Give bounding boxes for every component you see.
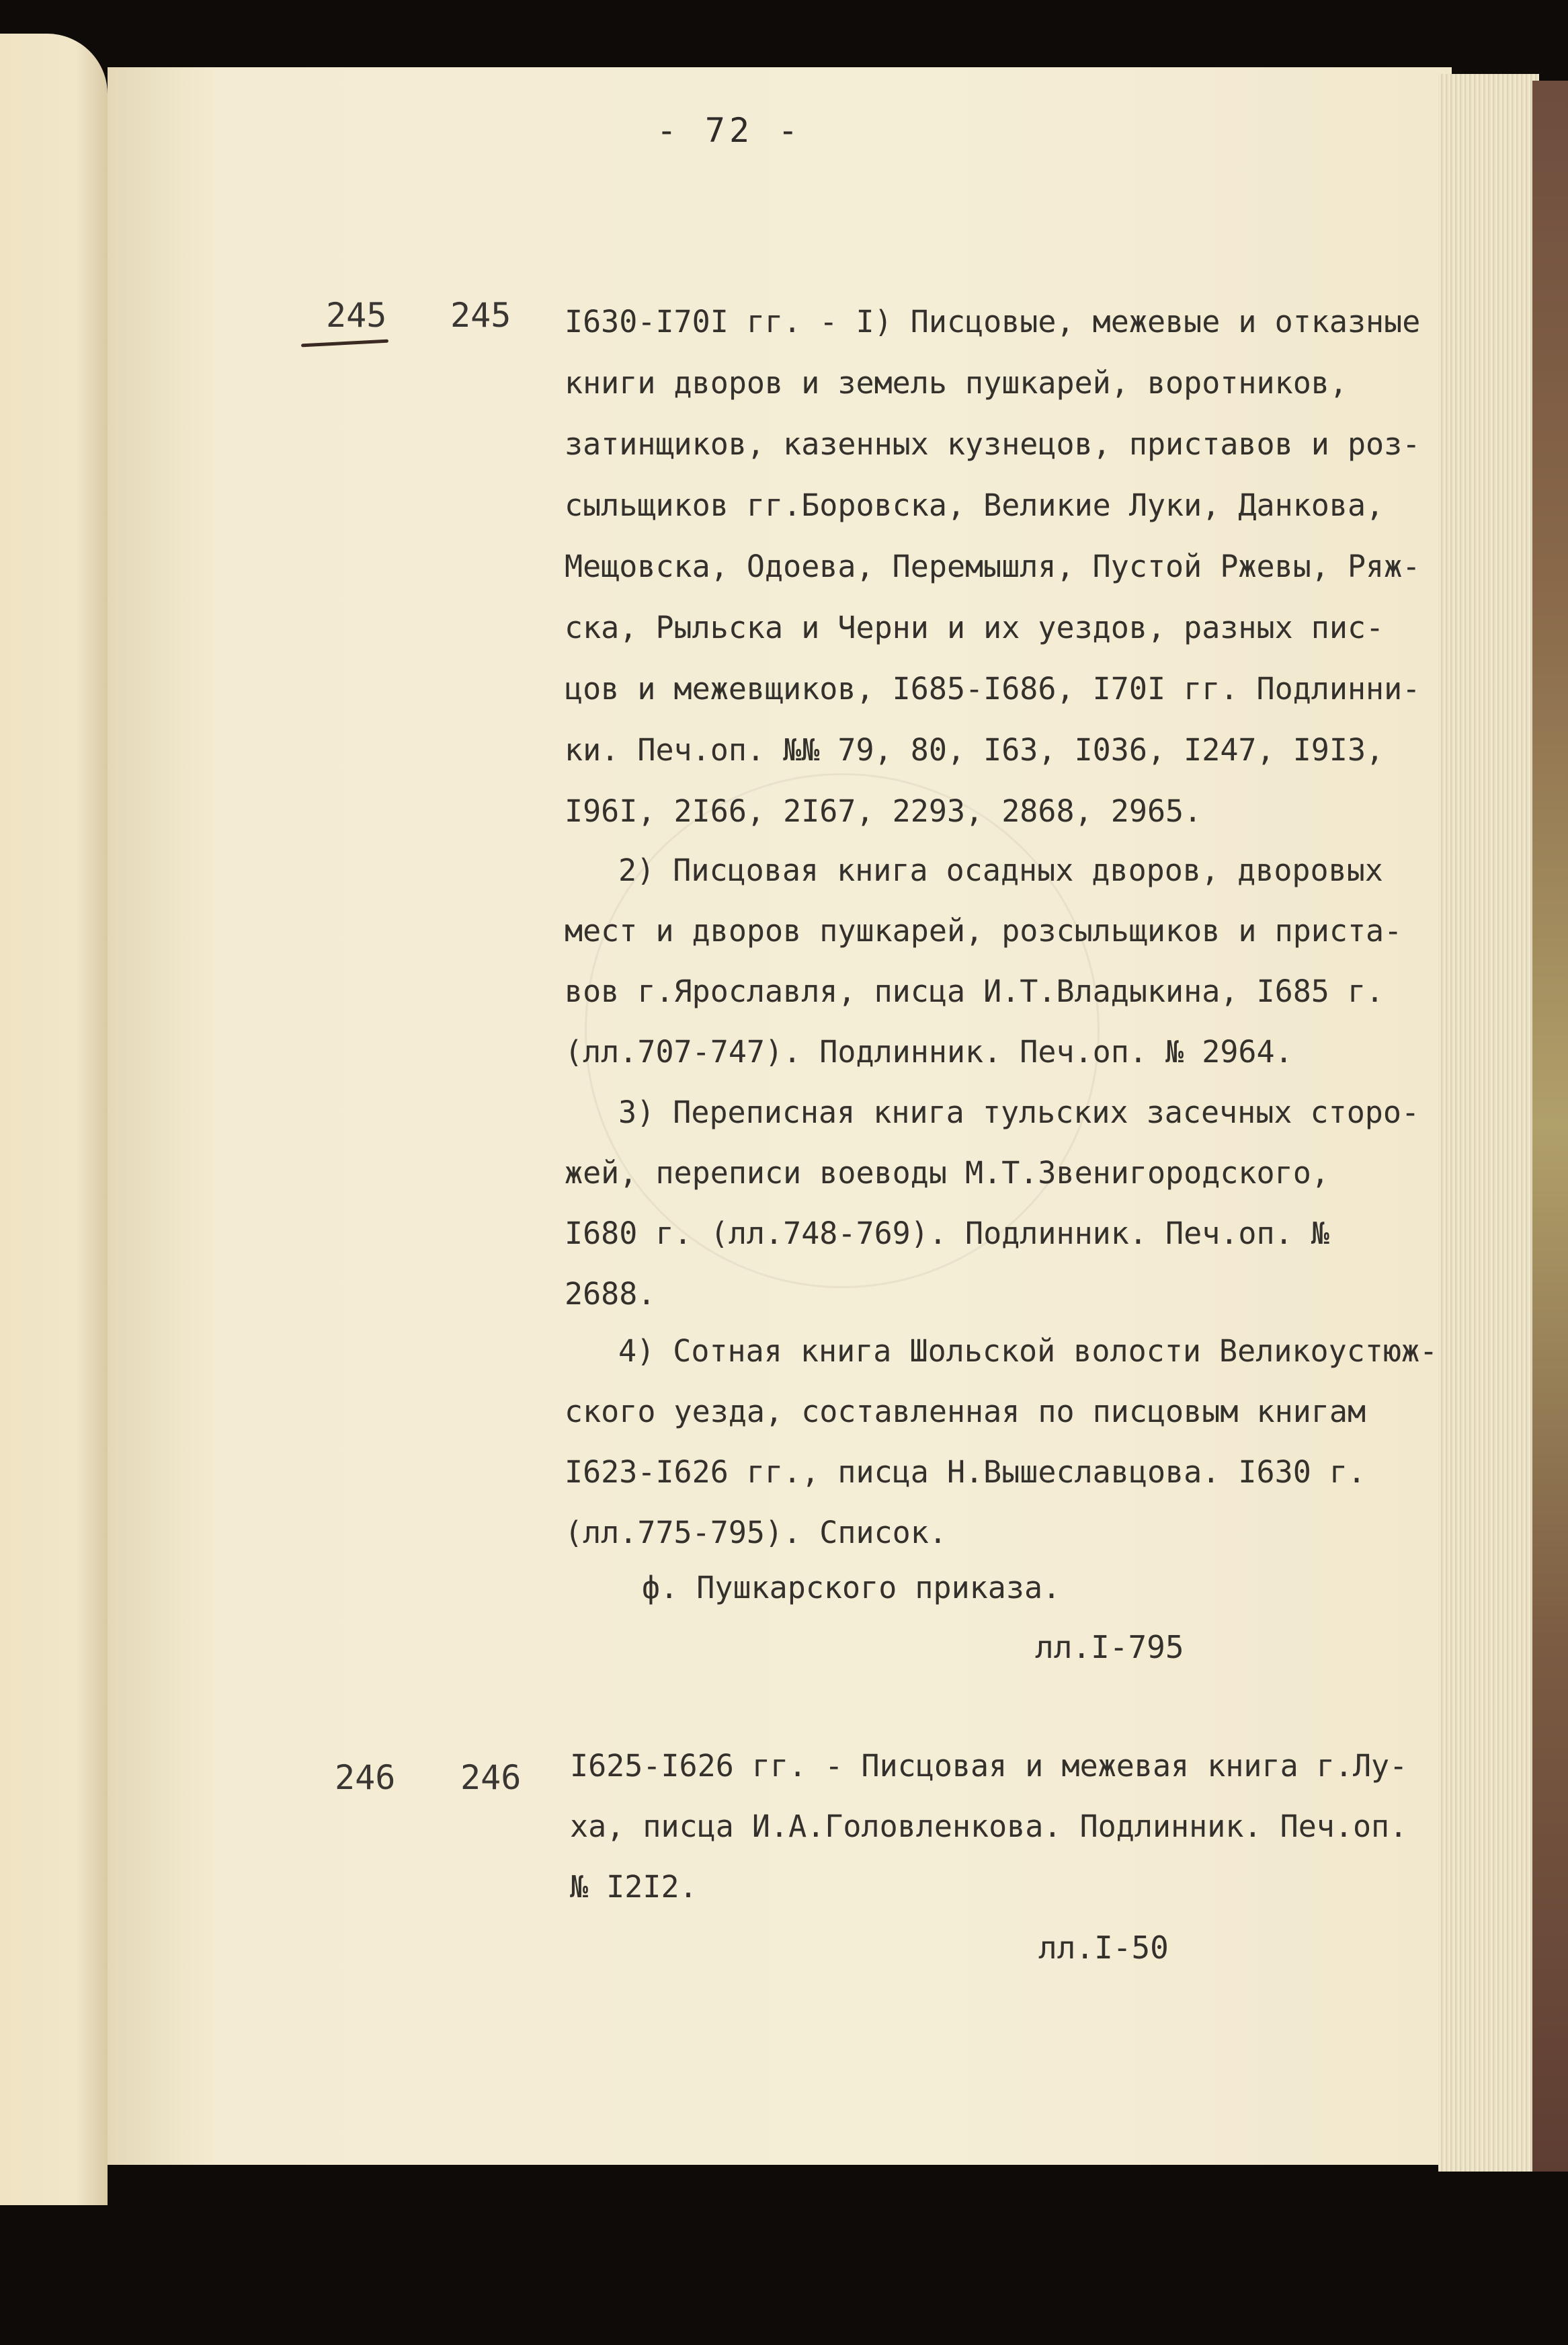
entry-line: сыльщиков гг.Боровска, Великие Луки, Данкова, <box>565 487 1385 523</box>
entry-line: I96I, 2I66, 2I67, 2293, 2868, 2965. <box>565 793 1202 829</box>
entry-line: вов г.Ярославля, писца И.Т.Владыкина, I685 г. <box>565 973 1385 1009</box>
entry-line: (лл.707-747). Подлинник. Печ.оп. № 2964. <box>565 1034 1293 1070</box>
entry-line: ха, писца И.А.Головленкова. Подлинник. Печ.оп. <box>570 1809 1408 1844</box>
entry-line: 3) Переписная книга тульских засечных сторо- <box>618 1095 1420 1130</box>
entry-line: № I2I2. <box>570 1869 698 1905</box>
entry-line: Мещовска, Одоева, Перемышля, Пустой Ржевы, Ряж- <box>565 549 1421 584</box>
entry-number-left: 246 <box>335 1758 396 1797</box>
entry-line: I623-I626 гг., писца Н.Вышеславцова. I630 г. <box>565 1454 1366 1490</box>
entry-number-right: 246 <box>460 1758 522 1797</box>
sheet-range: лл.I-795 <box>1035 1629 1184 1665</box>
entry-number-right: 245 <box>450 296 511 335</box>
entry-line: I680 г. (лл.748-769). Подлинник. Печ.оп. № <box>565 1216 1329 1251</box>
entry-line: ки. Печ.оп. №№ 79, 80, I63, I036, I247, I9I3, <box>565 732 1385 768</box>
entry-line: жей, переписи воеводы М.Т.Звенигородского, <box>565 1155 1329 1191</box>
entry-line: цов и межевщиков, I685-I686, I70I гг. Подлинни- <box>565 671 1421 707</box>
fund-name: ф. Пушкарского приказа. <box>642 1570 1061 1605</box>
entry-line: I630-I70I гг. - I) Писцовые, межевые и отказные <box>565 304 1421 340</box>
entry-line: затинщиков, казенных кузнецов, приставов и роз- <box>565 426 1421 462</box>
archive-stamp-watermark <box>585 773 1100 1288</box>
entry-line: (лл.775-795). Список. <box>565 1515 947 1550</box>
entry-line: ского уезда, составленная по писцовым книгам <box>565 1394 1366 1429</box>
entry-line: 2688. <box>565 1276 656 1312</box>
left-page <box>0 34 108 2205</box>
sheet-range: лл.I-50 <box>1038 1930 1169 1966</box>
entry-line: ска, Рыльска и Черни и их уездов, разных пис- <box>565 610 1385 645</box>
entry-line: I625-I626 гг. - Писцовая и межевая книга г.Лу- <box>570 1748 1408 1784</box>
entry-line: 2) Писцовая книга осадных дворов, дворовых <box>618 852 1383 888</box>
entry-line: мест и дворов пушкарей, розсыльщиков и приста- <box>565 913 1403 949</box>
entry-line: 4) Сотная книга Шольской волости Великоустюж- <box>618 1333 1438 1369</box>
book-cover <box>1532 81 1568 2172</box>
page-number: - 72 - <box>656 111 802 150</box>
page-edges <box>1438 74 1539 2172</box>
entry-number-left: 245 <box>326 296 387 335</box>
entry-line: книги дворов и земель пушкарей, воротников, <box>565 365 1348 401</box>
